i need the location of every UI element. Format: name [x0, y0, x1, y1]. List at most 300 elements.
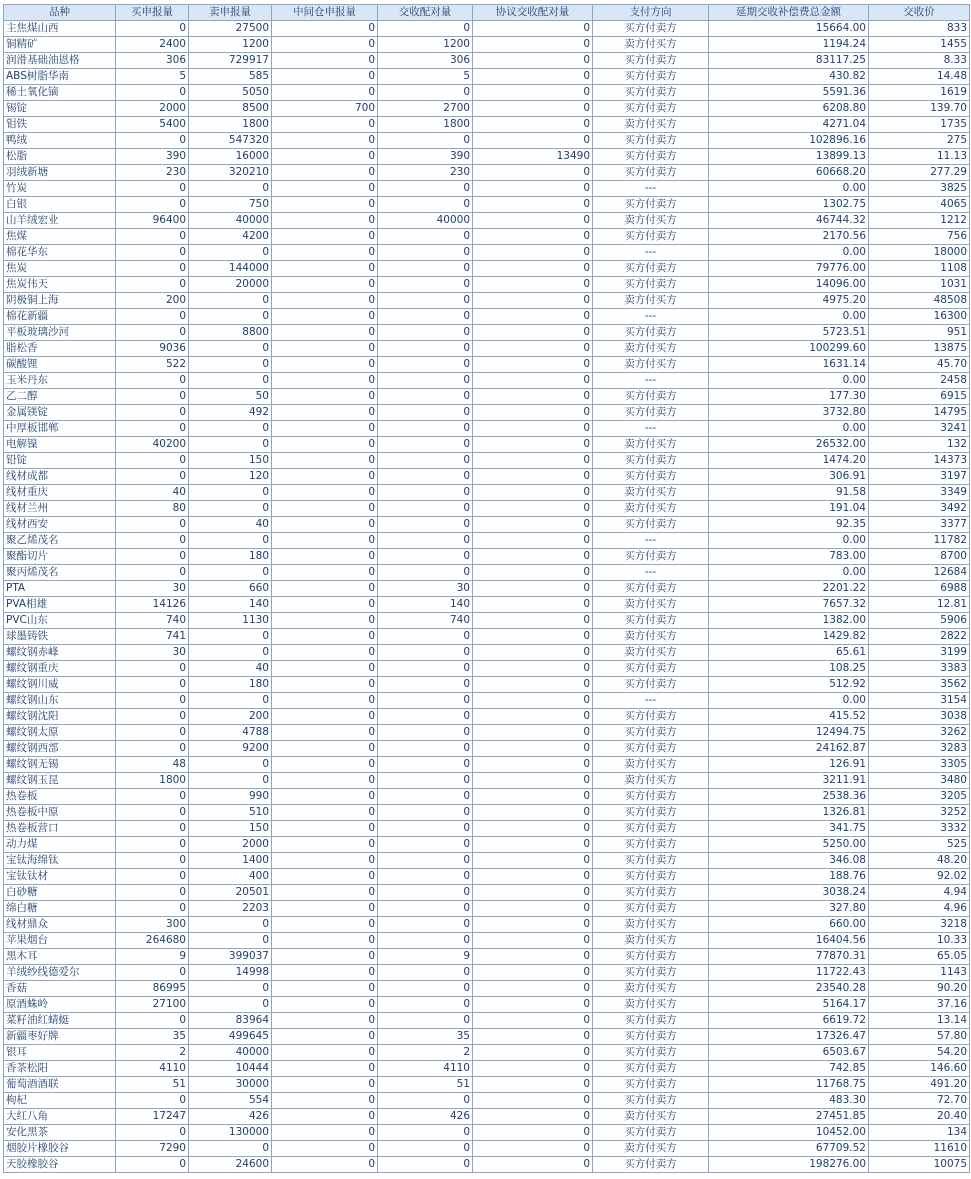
compensation-amount-cell: 91.58: [709, 485, 869, 501]
delivery-price-cell: 1455: [869, 37, 970, 53]
table-row: [4, 197, 970, 213]
compensation-amount-cell: 3038.24: [709, 885, 869, 901]
buy-qty-cell: 0: [116, 453, 189, 469]
matched-qty-cell: 5: [378, 69, 473, 85]
buy-qty-cell: 17247: [116, 1109, 189, 1125]
buy-qty-cell: 0: [116, 789, 189, 805]
agreement-matched-qty-cell: 0: [473, 133, 593, 149]
middle-warehouse-qty-cell: 0: [272, 517, 378, 533]
variety-cell: 润滑基础油恩格: [4, 53, 116, 69]
payment-direction-cell: 买方付卖方: [593, 885, 709, 901]
compensation-amount-cell: 7657.32: [709, 597, 869, 613]
table-row: [4, 677, 970, 693]
variety-cell: 棉花华东: [4, 245, 116, 261]
payment-direction-cell: 买方付卖方: [593, 805, 709, 821]
agreement-matched-qty-cell: 0: [473, 341, 593, 357]
payment-direction-cell: 买方付卖方: [593, 1045, 709, 1061]
compensation-amount-cell: 100299.60: [709, 341, 869, 357]
sell-qty-cell: 0: [189, 341, 272, 357]
payment-direction-cell: 买方付卖方: [593, 1061, 709, 1077]
delivery-price-cell: 951: [869, 325, 970, 341]
agreement-matched-qty-cell: 0: [473, 853, 593, 869]
buy-qty-cell: 300: [116, 917, 189, 933]
delivery-price-cell: 11782: [869, 533, 970, 549]
variety-cell: 羽绒新塘: [4, 165, 116, 181]
table-row: [4, 837, 970, 853]
delivery-price-cell: 1212: [869, 213, 970, 229]
delivery-price-cell: 18000: [869, 245, 970, 261]
sell-qty-cell: 0: [189, 421, 272, 437]
table-row: [4, 869, 970, 885]
matched-qty-cell: 0: [378, 389, 473, 405]
delivery-table: [3, 4, 970, 1173]
delivery-price-cell: 132: [869, 437, 970, 453]
buy-qty-cell: 27100: [116, 997, 189, 1013]
sell-qty-cell: 2203: [189, 901, 272, 917]
sell-qty-cell: 0: [189, 757, 272, 773]
buy-qty-cell: 0: [116, 1157, 189, 1173]
buy-qty-cell: 0: [116, 197, 189, 213]
compensation-amount-cell: 783.00: [709, 549, 869, 565]
compensation-amount-cell: 5591.36: [709, 85, 869, 101]
delivery-price-cell: 20.40: [869, 1109, 970, 1125]
agreement-matched-qty-cell: 0: [473, 549, 593, 565]
middle-warehouse-qty-cell: 0: [272, 885, 378, 901]
payment-direction-cell: 买方付卖方: [593, 901, 709, 917]
matched-qty-cell: 0: [378, 437, 473, 453]
middle-warehouse-qty-cell: 0: [272, 933, 378, 949]
compensation-amount-cell: 126.91: [709, 757, 869, 773]
payment-direction-cell: 买方付卖方: [593, 229, 709, 245]
variety-cell: 线材西安: [4, 517, 116, 533]
agreement-matched-qty-cell: 0: [473, 773, 593, 789]
variety-cell: 黑木耳: [4, 949, 116, 965]
agreement-matched-qty-cell: 0: [473, 21, 593, 37]
middle-warehouse-qty-cell: 0: [272, 821, 378, 837]
buy-qty-cell: 0: [116, 661, 189, 677]
sell-qty-cell: 510: [189, 805, 272, 821]
middle-warehouse-qty-cell: 0: [272, 85, 378, 101]
compensation-amount-cell: 102896.16: [709, 133, 869, 149]
agreement-matched-qty-cell: 0: [473, 517, 593, 533]
middle-warehouse-qty-cell: 0: [272, 549, 378, 565]
buy-qty-cell: 740: [116, 613, 189, 629]
compensation-amount-cell: 430.82: [709, 69, 869, 85]
compensation-amount-cell: 346.08: [709, 853, 869, 869]
buy-qty-cell: 200: [116, 293, 189, 309]
sell-qty-cell: 400: [189, 869, 272, 885]
buy-qty-cell: 35: [116, 1029, 189, 1045]
sell-qty-cell: 2000: [189, 837, 272, 853]
middle-warehouse-qty-cell: 0: [272, 757, 378, 773]
variety-cell: 菜籽油红蜻蜓: [4, 1013, 116, 1029]
sell-qty-cell: 0: [189, 565, 272, 581]
compensation-amount-cell: 0.00: [709, 373, 869, 389]
payment-direction-cell: 买方付卖方: [593, 1077, 709, 1093]
delivery-price-cell: 3154: [869, 693, 970, 709]
buy-qty-cell: 741: [116, 629, 189, 645]
variety-cell: 球墨铸铁: [4, 629, 116, 645]
middle-warehouse-qty-cell: 0: [272, 453, 378, 469]
agreement-matched-qty-cell: 0: [473, 645, 593, 661]
table-row: [4, 725, 970, 741]
delivery-price-cell: 4.94: [869, 885, 970, 901]
agreement-matched-qty-cell: 0: [473, 485, 593, 501]
buy-qty-cell: 2400: [116, 37, 189, 53]
agreement-matched-qty-cell: 0: [473, 789, 593, 805]
compensation-amount-cell: 5723.51: [709, 325, 869, 341]
agreement-matched-qty-cell: 0: [473, 261, 593, 277]
buy-qty-cell: 0: [116, 741, 189, 757]
table-row: [4, 757, 970, 773]
variety-cell: 宝钛钛材: [4, 869, 116, 885]
matched-qty-cell: 0: [378, 741, 473, 757]
agreement-matched-qty-cell: 0: [473, 1125, 593, 1141]
delivery-price-cell: 1735: [869, 117, 970, 133]
matched-qty-cell: 0: [378, 917, 473, 933]
buy-qty-cell: 4110: [116, 1061, 189, 1077]
compensation-amount-cell: 13899.13: [709, 149, 869, 165]
buy-qty-cell: 0: [116, 677, 189, 693]
variety-cell: 阴极铜上海: [4, 293, 116, 309]
agreement-matched-qty-cell: 0: [473, 933, 593, 949]
table-row: [4, 85, 970, 101]
middle-warehouse-qty-cell: 0: [272, 853, 378, 869]
delivery-price-cell: 3492: [869, 501, 970, 517]
compensation-amount-cell: 1474.20: [709, 453, 869, 469]
payment-direction-cell: 卖方付买方: [593, 1109, 709, 1125]
variety-cell: 松脂: [4, 149, 116, 165]
delivery-price-cell: 45.70: [869, 357, 970, 373]
table-row: [4, 389, 970, 405]
middle-warehouse-qty-cell: 0: [272, 245, 378, 261]
table-row: [4, 437, 970, 453]
compensation-amount-cell: 77870.31: [709, 949, 869, 965]
agreement-matched-qty-cell: 0: [473, 597, 593, 613]
agreement-matched-qty-cell: 0: [473, 197, 593, 213]
payment-direction-cell: 买方付卖方: [593, 165, 709, 181]
buy-qty-cell: 522: [116, 357, 189, 373]
middle-warehouse-qty-cell: 0: [272, 677, 378, 693]
sell-qty-cell: 27500: [189, 21, 272, 37]
delivery-price-cell: 13875: [869, 341, 970, 357]
sell-qty-cell: 320210: [189, 165, 272, 181]
delivery-price-cell: 11.13: [869, 149, 970, 165]
matched-qty-cell: 0: [378, 533, 473, 549]
middle-warehouse-qty-cell: 0: [272, 133, 378, 149]
compensation-amount-cell: 16404.56: [709, 933, 869, 949]
matched-qty-cell: 0: [378, 965, 473, 981]
variety-cell: 中厚板邯郸: [4, 421, 116, 437]
buy-qty-cell: 0: [116, 853, 189, 869]
payment-direction-cell: ---: [593, 373, 709, 389]
matched-qty-cell: 0: [378, 981, 473, 997]
agreement-matched-qty-cell: 0: [473, 1157, 593, 1173]
sell-qty-cell: 14998: [189, 965, 272, 981]
matched-qty-cell: 0: [378, 1157, 473, 1173]
sell-qty-cell: 180: [189, 549, 272, 565]
buy-qty-cell: 14126: [116, 597, 189, 613]
table-row: [4, 741, 970, 757]
delivery-price-cell: 48508: [869, 293, 970, 309]
sell-qty-cell: 0: [189, 181, 272, 197]
matched-qty-cell: 0: [378, 501, 473, 517]
agreement-matched-qty-cell: 0: [473, 1077, 593, 1093]
table-row: [4, 357, 970, 373]
variety-cell: 螺纹钢无锡: [4, 757, 116, 773]
variety-cell: 聚乙烯茂名: [4, 533, 116, 549]
matched-qty-cell: 0: [378, 341, 473, 357]
matched-qty-cell: 0: [378, 677, 473, 693]
payment-direction-cell: ---: [593, 421, 709, 437]
variety-cell: 竹炭: [4, 181, 116, 197]
agreement-matched-qty-cell: 0: [473, 277, 593, 293]
payment-direction-cell: 买方付卖方: [593, 389, 709, 405]
buy-qty-cell: 0: [116, 805, 189, 821]
matched-qty-cell: 0: [378, 1093, 473, 1109]
sell-qty-cell: 200: [189, 709, 272, 725]
matched-qty-cell: 0: [378, 821, 473, 837]
sell-qty-cell: 4200: [189, 229, 272, 245]
agreement-matched-qty-cell: 0: [473, 373, 593, 389]
delivery-price-cell: 1031: [869, 277, 970, 293]
table-row: [4, 645, 970, 661]
matched-qty-cell: 0: [378, 629, 473, 645]
sell-qty-cell: 0: [189, 1141, 272, 1157]
compensation-amount-cell: 65.61: [709, 645, 869, 661]
variety-cell: 螺纹钢赤峰: [4, 645, 116, 661]
compensation-amount-cell: 1194.24: [709, 37, 869, 53]
payment-direction-cell: 卖方付买方: [593, 629, 709, 645]
variety-cell: 铅锭: [4, 453, 116, 469]
middle-warehouse-qty-cell: 0: [272, 949, 378, 965]
payment-direction-cell: 买方付卖方: [593, 821, 709, 837]
agreement-matched-qty-cell: 0: [473, 869, 593, 885]
sell-qty-cell: 9200: [189, 741, 272, 757]
delivery-price-cell: 12684: [869, 565, 970, 581]
buy-qty-cell: 7290: [116, 1141, 189, 1157]
agreement-matched-qty-cell: 0: [473, 389, 593, 405]
middle-warehouse-qty-cell: 0: [272, 565, 378, 581]
buy-qty-cell: 5: [116, 69, 189, 85]
delivery-price-cell: 3252: [869, 805, 970, 821]
header-matched-qty: 交收配对量: [378, 5, 473, 21]
middle-warehouse-qty-cell: 0: [272, 981, 378, 997]
sell-qty-cell: 0: [189, 997, 272, 1013]
sell-qty-cell: 50: [189, 389, 272, 405]
middle-warehouse-qty-cell: 0: [272, 661, 378, 677]
variety-cell: 银耳: [4, 1045, 116, 1061]
payment-direction-cell: 买方付卖方: [593, 661, 709, 677]
payment-direction-cell: ---: [593, 693, 709, 709]
matched-qty-cell: 0: [378, 85, 473, 101]
table-row: [4, 949, 970, 965]
matched-qty-cell: 0: [378, 1125, 473, 1141]
delivery-price-cell: 3218: [869, 917, 970, 933]
table-row: [4, 1077, 970, 1093]
payment-direction-cell: 卖方付买方: [593, 597, 709, 613]
variety-cell: 枸杞: [4, 1093, 116, 1109]
matched-qty-cell: 0: [378, 21, 473, 37]
compensation-amount-cell: 6503.67: [709, 1045, 869, 1061]
agreement-matched-qty-cell: 0: [473, 1141, 593, 1157]
payment-direction-cell: 卖方付买方: [593, 293, 709, 309]
payment-direction-cell: 卖方付买方: [593, 757, 709, 773]
compensation-amount-cell: 660.00: [709, 917, 869, 933]
variety-cell: ABS树脂华南: [4, 69, 116, 85]
sell-qty-cell: 585: [189, 69, 272, 85]
delivery-price-cell: 3305: [869, 757, 970, 773]
matched-qty-cell: 0: [378, 421, 473, 437]
variety-cell: 安化黑茶: [4, 1125, 116, 1141]
sell-qty-cell: 30000: [189, 1077, 272, 1093]
compensation-amount-cell: 14096.00: [709, 277, 869, 293]
matched-qty-cell: 35: [378, 1029, 473, 1045]
agreement-matched-qty-cell: 0: [473, 453, 593, 469]
buy-qty-cell: 1800: [116, 773, 189, 789]
payment-direction-cell: 买方付卖方: [593, 789, 709, 805]
buy-qty-cell: 9036: [116, 341, 189, 357]
table-row: [4, 453, 970, 469]
buy-qty-cell: 0: [116, 181, 189, 197]
payment-direction-cell: 买方付卖方: [593, 469, 709, 485]
middle-warehouse-qty-cell: 0: [272, 373, 378, 389]
payment-direction-cell: ---: [593, 181, 709, 197]
table-row: [4, 773, 970, 789]
compensation-amount-cell: 2201.22: [709, 581, 869, 597]
table-row: [4, 533, 970, 549]
payment-direction-cell: 买方付卖方: [593, 613, 709, 629]
matched-qty-cell: 0: [378, 997, 473, 1013]
agreement-matched-qty-cell: 0: [473, 965, 593, 981]
sell-qty-cell: 990: [189, 789, 272, 805]
matched-qty-cell: 0: [378, 725, 473, 741]
header-middle-warehouse-qty: 中间仓申报量: [272, 5, 378, 21]
matched-qty-cell: 0: [378, 229, 473, 245]
buy-qty-cell: 0: [116, 1125, 189, 1141]
sell-qty-cell: 0: [189, 293, 272, 309]
matched-qty-cell: 0: [378, 261, 473, 277]
payment-direction-cell: 买方付卖方: [593, 853, 709, 869]
variety-cell: 线材鼎众: [4, 917, 116, 933]
table-row: [4, 37, 970, 53]
agreement-matched-qty-cell: 0: [473, 1061, 593, 1077]
delivery-price-cell: 2822: [869, 629, 970, 645]
middle-warehouse-qty-cell: 0: [272, 469, 378, 485]
agreement-matched-qty-cell: 0: [473, 693, 593, 709]
delivery-price-cell: 8.33: [869, 53, 970, 69]
agreement-matched-qty-cell: 13490: [473, 149, 593, 165]
compensation-amount-cell: 15664.00: [709, 21, 869, 37]
table-row: [4, 293, 970, 309]
table-row: [4, 149, 970, 165]
delivery-price-cell: 10.33: [869, 933, 970, 949]
matched-qty-cell: 0: [378, 693, 473, 709]
agreement-matched-qty-cell: 0: [473, 405, 593, 421]
delivery-price-cell: 65.05: [869, 949, 970, 965]
variety-cell: 香茶松阳: [4, 1061, 116, 1077]
table-row: [4, 21, 970, 37]
variety-cell: 铜精矿: [4, 37, 116, 53]
table-row: [4, 309, 970, 325]
delivery-price-cell: 4065: [869, 197, 970, 213]
delivery-price-cell: 16300: [869, 309, 970, 325]
delivery-price-cell: 3562: [869, 677, 970, 693]
buy-qty-cell: 0: [116, 309, 189, 325]
buy-qty-cell: 40: [116, 485, 189, 501]
delivery-price-cell: 1619: [869, 85, 970, 101]
agreement-matched-qty-cell: 0: [473, 309, 593, 325]
buy-qty-cell: 0: [116, 821, 189, 837]
delivery-price-cell: 14373: [869, 453, 970, 469]
payment-direction-cell: 买方付卖方: [593, 741, 709, 757]
table-row: [4, 469, 970, 485]
agreement-matched-qty-cell: 0: [473, 837, 593, 853]
matched-qty-cell: 0: [378, 373, 473, 389]
table-row: [4, 917, 970, 933]
middle-warehouse-qty-cell: 0: [272, 917, 378, 933]
payment-direction-cell: 买方付卖方: [593, 453, 709, 469]
agreement-matched-qty-cell: 0: [473, 565, 593, 581]
buy-qty-cell: 0: [116, 85, 189, 101]
compensation-amount-cell: 92.35: [709, 517, 869, 533]
payment-direction-cell: 卖方付买方: [593, 773, 709, 789]
payment-direction-cell: 买方付卖方: [593, 85, 709, 101]
delivery-price-cell: 90.20: [869, 981, 970, 997]
variety-cell: 螺纹钢太原: [4, 725, 116, 741]
variety-cell: 热卷板中原: [4, 805, 116, 821]
delivery-price-cell: 3197: [869, 469, 970, 485]
sell-qty-cell: 5050: [189, 85, 272, 101]
delivery-price-cell: 6988: [869, 581, 970, 597]
sell-qty-cell: 0: [189, 933, 272, 949]
agreement-matched-qty-cell: 0: [473, 437, 593, 453]
middle-warehouse-qty-cell: 0: [272, 277, 378, 293]
compensation-amount-cell: 60668.20: [709, 165, 869, 181]
matched-qty-cell: 0: [378, 453, 473, 469]
middle-warehouse-qty-cell: 0: [272, 197, 378, 213]
payment-direction-cell: 卖方付买方: [593, 485, 709, 501]
variety-cell: 聚丙烯茂名: [4, 565, 116, 581]
compensation-amount-cell: 5250.00: [709, 837, 869, 853]
agreement-matched-qty-cell: 0: [473, 901, 593, 917]
middle-warehouse-qty-cell: 0: [272, 1141, 378, 1157]
sell-qty-cell: 40: [189, 661, 272, 677]
payment-direction-cell: ---: [593, 309, 709, 325]
table-row: [4, 981, 970, 997]
delivery-price-cell: 54.20: [869, 1045, 970, 1061]
matched-qty-cell: 0: [378, 405, 473, 421]
variety-cell: 螺纹钢川威: [4, 677, 116, 693]
matched-qty-cell: 0: [378, 133, 473, 149]
table-row: [4, 1013, 970, 1029]
delivery-price-cell: 14795: [869, 405, 970, 421]
sell-qty-cell: 0: [189, 437, 272, 453]
payment-direction-cell: 买方付卖方: [593, 1125, 709, 1141]
buy-qty-cell: 96400: [116, 213, 189, 229]
delivery-price-cell: 14.48: [869, 69, 970, 85]
table-row: [4, 325, 970, 341]
delivery-price-cell: 2458: [869, 373, 970, 389]
payment-direction-cell: 买方付卖方: [593, 21, 709, 37]
matched-qty-cell: 30: [378, 581, 473, 597]
delivery-price-cell: 3332: [869, 821, 970, 837]
compensation-amount-cell: 17326.47: [709, 1029, 869, 1045]
sell-qty-cell: 130000: [189, 1125, 272, 1141]
middle-warehouse-qty-cell: 0: [272, 421, 378, 437]
buy-qty-cell: 86995: [116, 981, 189, 997]
payment-direction-cell: 买方付卖方: [593, 405, 709, 421]
